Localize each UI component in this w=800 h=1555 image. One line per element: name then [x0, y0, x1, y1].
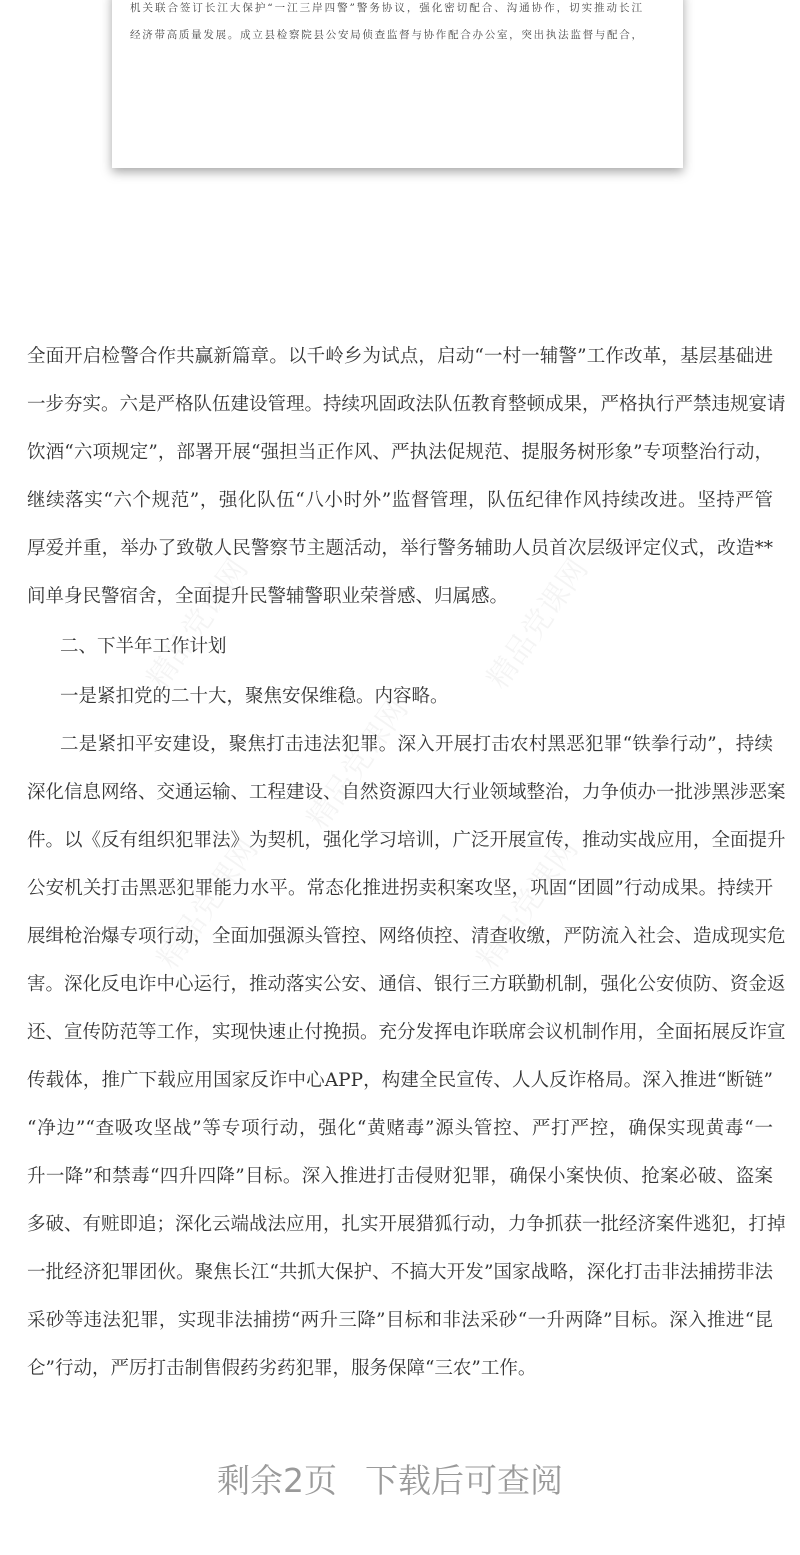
body-line: 升一降”和禁毒“四升四降”目标。深入推进打击侵财犯罪，确保小案快侦、抢案必破、盗案	[27, 1166, 773, 1187]
body-line: 还、宣传防范等工作，实现快速止付挽损。充分发挥电诈联席会议机制作用，全面拓展反诈宣	[27, 1022, 786, 1043]
watermark	[294, 688, 416, 836]
body-line: 多破、有赃即追；深化云端战法应用，扎实开展猎狐行动，力争抓获一批经济案件逃犯，打掉	[27, 1214, 786, 1235]
body-line: 深化信息网络、交通运输、工程建设、自然资源四大行业领域整治，力争侦办一批涉黑涉恶案	[27, 782, 786, 803]
plan-item-1: 一是紧扣党的二十大，聚焦安保维稳。内容略。	[60, 686, 449, 707]
download-prompt[interactable]	[0, 1455, 780, 1502]
body-line: 厚爱并重，举办了致敬人民警察节主题活动，举行警务辅助人员首次层级评定仪式，改造**	[27, 538, 773, 559]
body-line: 间单身民警宿舍，全面提升民警辅警职业荣誉感、归属感。	[27, 586, 509, 607]
page-preview-card	[112, 0, 683, 168]
body-line: 公安机关打击黑恶犯罪能力水平。常态化推进拐卖积案攻坚，巩固“团圆”行动成果。持续开	[27, 878, 773, 899]
body-line: 全面开启检警合作共赢新篇章。以千岭乡为试点，启动“一村一辅警”工作改革，基层基础进	[27, 346, 773, 367]
body-line: 仑”行动，严厉打击制售假药劣药犯罪，服务保障“三农”工作。	[27, 1358, 537, 1379]
watermark	[134, 548, 256, 696]
body-line: 饮酒“六项规定”，部署开展“强担当正作风、严执法促规范、提服务树形象”专项整治行动，	[27, 442, 773, 463]
body-line: 二是紧扣平安建设，聚焦打击违法犯罪。深入开展打击农村黑恶犯罪“铁拳行动”，持续	[60, 734, 773, 755]
body-line: 继续落实“六个规范”，强化队伍“八小时外”监督管理，队伍纪律作风持续改进。坚持严管	[27, 490, 773, 511]
body-line: 件。以《反有组织犯罪法》为契机，强化学习培训，广泛开展宣传，推动实战应用，全面提升	[27, 830, 786, 851]
body-line: 一步夯实。六是严格队伍建设管理。持续巩固政法队伍教育整顿成果，严格执行严禁违规宴请	[27, 394, 786, 415]
download-to-view-link[interactable]: 下载后可查阅	[365, 1461, 563, 1500]
watermark	[474, 548, 596, 696]
body-line: 传载体，推广下载应用国家反诈中心APP，构建全民宣传、人人反诈格局。深入推进“断链”	[27, 1070, 773, 1091]
body-line: 采砂等违法犯罪，实现非法捕捞“两升三降”目标和非法采砂“一升两降”目标。深入推进“昆	[27, 1310, 773, 1331]
remaining-pages-label: 剩余2页	[217, 1461, 337, 1500]
body-line: 展缉枪治爆专项行动，全面加强源头管控、网络侦控、清查收缴，严防流入社会、造成现实危	[27, 926, 786, 947]
body-line: “净边”“查吸攻坚战”等专项行动，强化“黄赌毒”源头管控、严打严控，确保实现黄毒“一	[27, 1118, 773, 1139]
preview-line: 机关联合签订长江大保护“一江三岸四警”警务协议，强化密切配合、沟通协作，切实推动长江	[130, 2, 642, 14]
preview-line: 经济带高质量发展。成立县检察院县公安局侦查监督与协作配合办公室，突出执法监督与配合，	[130, 29, 642, 41]
section-heading: 二、下半年工作计划	[60, 636, 227, 657]
body-line: 害。深化反电诈中心运行，推动落实公安、通信、银行三方联勤机制，强化公安侦防、资金返	[27, 974, 786, 995]
body-line: 一批经济犯罪团伙。聚焦长江“共抓大保护、不搞大开发”国家战略，深化打击非法捕捞非法	[27, 1262, 773, 1283]
